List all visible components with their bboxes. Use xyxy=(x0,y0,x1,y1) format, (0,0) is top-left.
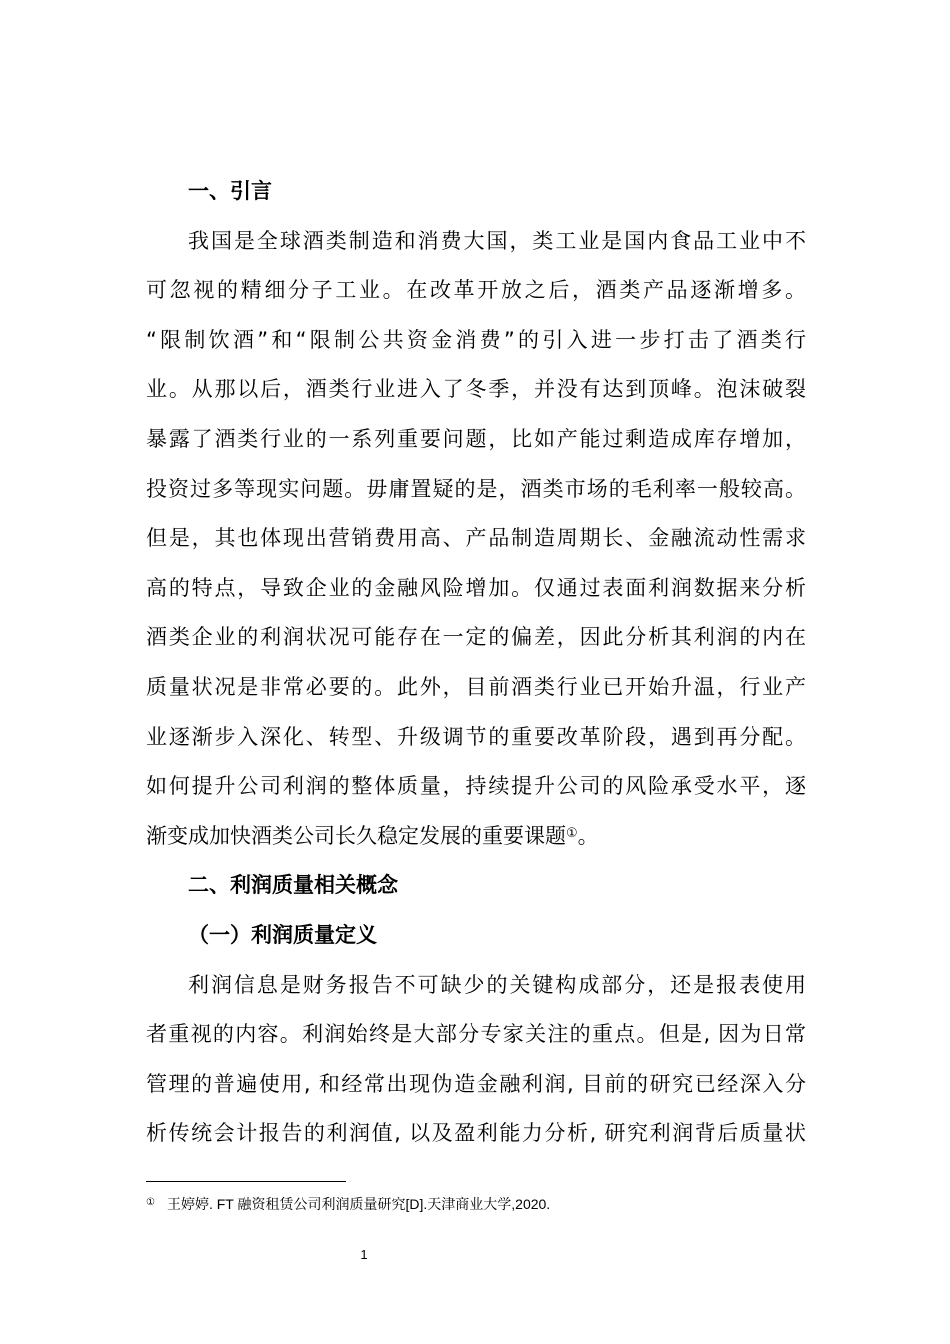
footnote-mark: ① xyxy=(146,1197,155,1208)
page-number xyxy=(0,1247,950,1262)
paragraph-line: 可忽视的精细分子工业。在改革开放之后，酒类产品逐渐增多。 xyxy=(146,278,806,303)
definition-paragraph xyxy=(146,961,806,1159)
footnote-separator xyxy=(146,1181,346,1182)
paragraph-last-line xyxy=(146,812,806,862)
paragraph-line: 业逐渐步入深化、转型、升级调节的重要改革阶段，遇到再分配。 xyxy=(146,724,806,749)
section-heading-introduction: 一、引言 xyxy=(188,179,272,203)
paragraph-line: 暴露了酒类行业的一系列重要问题，比如产能过剩造成库存增加， xyxy=(146,426,806,451)
introduction-paragraph xyxy=(146,217,806,862)
paragraph-line: 利润信息是财务报告不可缺少的关键构成部分，还是报表使用 xyxy=(188,972,806,997)
footnote xyxy=(146,1193,550,1214)
paragraph-line: 者重视的内容。利润始终是大部分专家关注的重点。但是, 因为日常 xyxy=(146,1022,806,1047)
section-heading-profit-quality: 二、利润质量相关概念 xyxy=(188,873,398,898)
subsection-heading-definition: （一）利润质量定义 xyxy=(188,922,377,947)
paragraph-line: 管理的普遍使用, 和经常出现伪造金融利润, 目前的研究已经深入分 xyxy=(146,1071,806,1096)
paragraph-line: 析传统会计报告的利润值, 以及盈利能力分析, 研究利润背后质量状 xyxy=(146,1121,806,1146)
paragraph-line: 业。从那以后，酒类行业进入了冬季，并没有达到顶峰。泡沫破裂 xyxy=(146,377,806,402)
paragraph-line: 我国是全球酒类制造和消费大国，类工业是国内食品工业中不 xyxy=(188,228,806,253)
paragraph-line: 如何提升公司利润的整体质量，持续提升公司的风险承受水平，逐 xyxy=(146,774,806,799)
paragraph-line-end: 。 xyxy=(577,823,599,848)
paragraph-line: “限制饮酒”和“限制公共资金消费”的引入进一步打击了酒类行 xyxy=(146,327,806,352)
paragraph-line: 高的特点，导致企业的金融风险增加。仅通过表面利润数据来分析 xyxy=(146,575,806,600)
footnote-text: 王婷婷. FT 融资租赁公司利润质量研究[D].天津商业大学,2020. xyxy=(166,1196,551,1212)
page-number-text: 1 xyxy=(360,1247,368,1262)
footnote-reference[interactable]: ① xyxy=(566,825,578,841)
body-content xyxy=(146,167,806,1159)
paragraph-line: 酒类企业的利润状况可能存在一定的偏差，因此分析其利润的内在 xyxy=(146,625,806,650)
paragraph-line: 但是，其也体现出营销费用高、产品制造周期长、金融流动性需求 xyxy=(146,526,806,551)
paragraph-line: 投资过多等现实问题。毋庸置疑的是，酒类市场的毛利率一般较高。 xyxy=(146,476,806,501)
paragraph-line-text: 渐变成加快酒类公司长久稳定发展的重要课题 xyxy=(146,823,566,848)
paragraph-line: 质量状况是非常必要的。此外，目前酒类行业已开始升温，行业产 xyxy=(146,674,806,699)
